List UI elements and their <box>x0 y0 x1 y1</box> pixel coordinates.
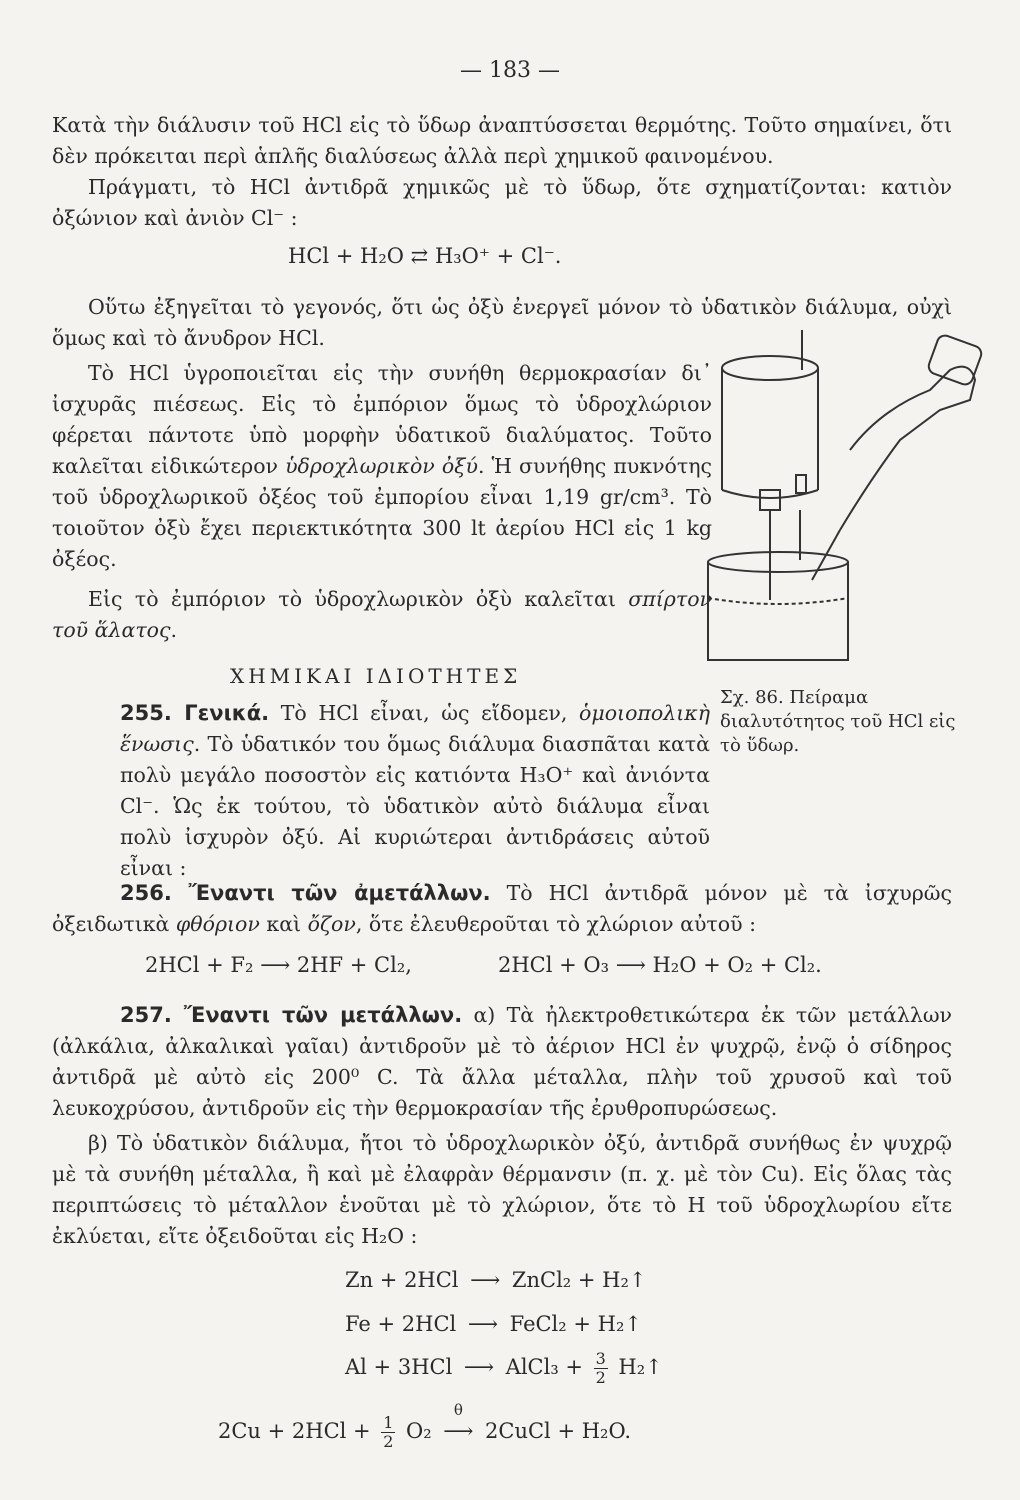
paragraph-spirit-text-b: . <box>170 618 178 642</box>
section-256-text-b: , ὅτε ἐλευθεροῦται τὸ χλώριον αὐτοῦ : <box>355 912 756 936</box>
section-255 <box>120 698 710 884</box>
heat-symbol: θ <box>453 1401 463 1419</box>
paragraph-reaction-with-water: Πράγματι, τὸ HCl ἀντιδρᾶ χημικῶς μὲ τὸ ὕδωρ, ὅτε σχηματίζονται: κατιὸν ὀξώνιον καὶ ἀνιὸν Cl⁻ : <box>52 175 952 230</box>
paragraph-anhydrous-hcl: Οὕτω ἐξηγεῖται τὸ γεγονός, ὅτι ὡς ὀξὺ ἐνεργεῖ μόνον τὸ ὑδατικὸν διάλυμα, οὐχὶ ὅμως καὶ τὸ ἄνυδρον HCl. <box>52 295 952 350</box>
reaction-zinc <box>345 1268 647 1292</box>
section-257-a <box>52 1000 952 1124</box>
reaction-iron-arrow: ⟶ <box>467 1312 498 1336</box>
section-257-text-a: α) Τὰ ἠλεκτροθετικώτερα ἐκ τῶν μετάλλων (ἀλκάλια, ἀλκαλικαὶ γαῖαι) ἀντιδροῦν μὲ τὸ ἀέριον HCl ἐν ψυχρῷ, ἐνῷ ὁ σίδηρος ἀντιδρᾶ μὲ αὐτὸ εἰς 200⁰ C. Τὰ ἄλλα μέταλλα, πλὴν τοῦ χρυσοῦ καὶ τοῦ λευκοχρύσου, ἀντιδροῦν εἰς τὴν θερμοκρασίαν τῆς ἐρυθροπυρώσεως. <box>52 1003 953 1120</box>
equation-hcl-fluorine: 2HCl + F₂ ⟶ 2HF + Cl₂, <box>145 953 412 977</box>
section-256-label: 256. Ἔναντι τῶν ἀμετάλλων. <box>120 881 491 905</box>
reaction-zinc-right: ZnCl₂ + H₂↑ <box>511 1268 647 1292</box>
reaction-copper-left-b: O₂ <box>406 1419 432 1443</box>
reaction-iron-left: Fe + 2HCl <box>345 1312 457 1336</box>
figure-caption: Σχ. 86. Πείραμα διαλυτότητος τοῦ HCl εἰς τὸ ὕδωρ. <box>720 687 956 756</box>
fraction-denominator: 2 <box>383 1432 394 1451</box>
paragraph-commercial-acid <box>52 358 712 575</box>
fraction-numerator: 3 <box>595 1349 606 1368</box>
term-spirit-of-salt: σπίρτον τοῦ ἅλατος <box>52 587 712 642</box>
paragraph-dissolution-heat: Κατὰ τὴν διάλυσιν τοῦ HCl εἰς τὸ ὕδωρ ἀναπτύσσεται θερμότης. Τοῦτο σημαίνει, ὅτι δὲν πρόκειται περὶ ἁπλῆς διαλύσεως ἀλλὰ περὶ χημικοῦ φαινομένου. <box>52 113 952 168</box>
term-covalent-compound: ὁμοιοπολικὴ ἕνωσις <box>120 701 710 756</box>
reaction-copper-arrow <box>438 1401 478 1443</box>
reaction-aluminium-right-a: AlCl₃ + <box>505 1355 584 1379</box>
reaction-iron-right: FeCl₂ + H₂↑ <box>509 1312 642 1336</box>
section-255-text-b: . Τὸ ὑδατικόν του ὅμως διάλυμα διασπᾶται κατὰ πολὺ μεγάλο ποσοστὸν εἰς κατιόντα H₃O⁺ καὶ ἀνιόντα Cl⁻. Ὡς ἐκ τούτου, τὸ ὑδατικὸν αὐτὸ διάλυμα εἶναι πολὺ ἰσχυρὸν ὀξύ. Αἱ κυριώτεραι ἀντιδράσεις αὐτοῦ εἶναι : <box>120 732 710 880</box>
section-256-text-m: καὶ <box>259 912 302 936</box>
page-number: — 183 — <box>460 58 560 83</box>
section-256 <box>52 878 952 940</box>
reaction-aluminium-left: Al + 3HCl <box>345 1355 453 1379</box>
reaction-aluminium <box>345 1350 663 1387</box>
reaction-copper <box>218 1401 632 1451</box>
fraction-denominator: 2 <box>595 1368 606 1387</box>
equation-hcl-ozone: 2HCl + O₃ ⟶ H₂O + O₂ + Cl₂. <box>498 953 822 977</box>
section-heading-chemical-properties: ΧΗΜΙΚΑΙ ΙΔΙΟΤΗΤΕΣ <box>230 664 522 688</box>
reaction-zinc-left: Zn + 2HCl <box>345 1268 459 1292</box>
fraction-three-halves <box>594 1350 608 1387</box>
term-hydrochloric-acid: ὑδροχλωρικὸν ὀξύ <box>285 454 478 478</box>
term-ozone: ὄζον <box>307 912 356 936</box>
paragraph-commercial-acid-text-a: Τὸ HCl ὑγροποιεῖται εἰς τὴν συνήθη θερμοκρασίαν δι᾽ ἰσχυρᾶς πιέσεως. Εἰς τὸ ἐμπόριον ὅμως τὸ ὑδροχλώριον φέρεται πάντοτε ὑπὸ μορφὴν ὑδατικοῦ διαλύματος. Τοῦτο καλεῖται εἰδικώτερον <box>52 361 712 478</box>
fraction-numerator: 1 <box>383 1413 394 1432</box>
paragraph-spirit-text-a: Εἰς τὸ ἐμπόριον τὸ ὑδροχλωρικὸν ὀξὺ καλεῖται <box>88 587 616 611</box>
section-256-text-a: Τὸ HCl ἀντιδρᾶ μόνον μὲ τὰ ἰσχυρῶς ὀξειδωτικὰ <box>52 881 952 936</box>
reaction-aluminium-arrow: ⟶ <box>463 1355 495 1379</box>
reaction-zinc-arrow: ⟶ <box>470 1268 501 1292</box>
reaction-copper-right: 2CuCl + H₂O. <box>485 1419 632 1443</box>
paragraph-commercial-acid-text-b: . Ἡ συνήθης πυκνότης τοῦ ὑδροχλωρικοῦ ὀξέος τοῦ ἐμπορίου εἶναι 1,19 gr/cm³. Τὸ τοιοῦτον ὀξὺ ἔχει περιεκτικότητα 300 lt ἀερίου HCl εἰς 1 kg ὀξέος. <box>52 454 713 571</box>
figure-solubility-experiment <box>700 330 990 680</box>
section-257-b: β) Τὸ ὑδατικὸν διάλυμα, ἤτοι τὸ ὑδροχλωρικὸν ὀξύ, ἀντιδρᾶ συνήθως ἐν ψυχρῷ μὲ τὰ συνήθη μέταλλα, ἢ καὶ μὲ ἐλαφρὰν θέρμανσιν (π. χ. μὲ τὸν Cu). Εἰς ὅλας τὰς περιπτώσεις τὸ μέταλλον ἑνοῦται μὲ τὸ χλώριον, ὅτε τὸ H τοῦ ὑδροχλωρίου εἴτε ἐκλύεται, εἴτε ὀξειδοῦται εἰς H₂O : <box>52 1131 952 1248</box>
fraction-one-half <box>381 1414 395 1451</box>
equation-hcl-water: HCl + H₂O ⇄ H₃O⁺ + Cl⁻. <box>288 244 562 268</box>
section-255-label: 255. Γενικά. <box>120 701 270 725</box>
section-257-label: 257. Ἔναντι τῶν μετάλλων. <box>120 1003 463 1027</box>
term-fluorine: φθόριον <box>175 912 260 936</box>
section-255-text-a: Τὸ HCl εἶναι, ὡς εἴδομεν, <box>269 701 568 725</box>
reaction-aluminium-right-b: H₂↑ <box>618 1355 663 1379</box>
reaction-copper-left: 2Cu + 2HCl + <box>218 1419 371 1443</box>
reaction-copper-arrow-glyph: ⟶ <box>443 1419 474 1443</box>
reaction-iron <box>345 1312 642 1336</box>
paragraph-spirit-of-salt <box>52 584 712 646</box>
